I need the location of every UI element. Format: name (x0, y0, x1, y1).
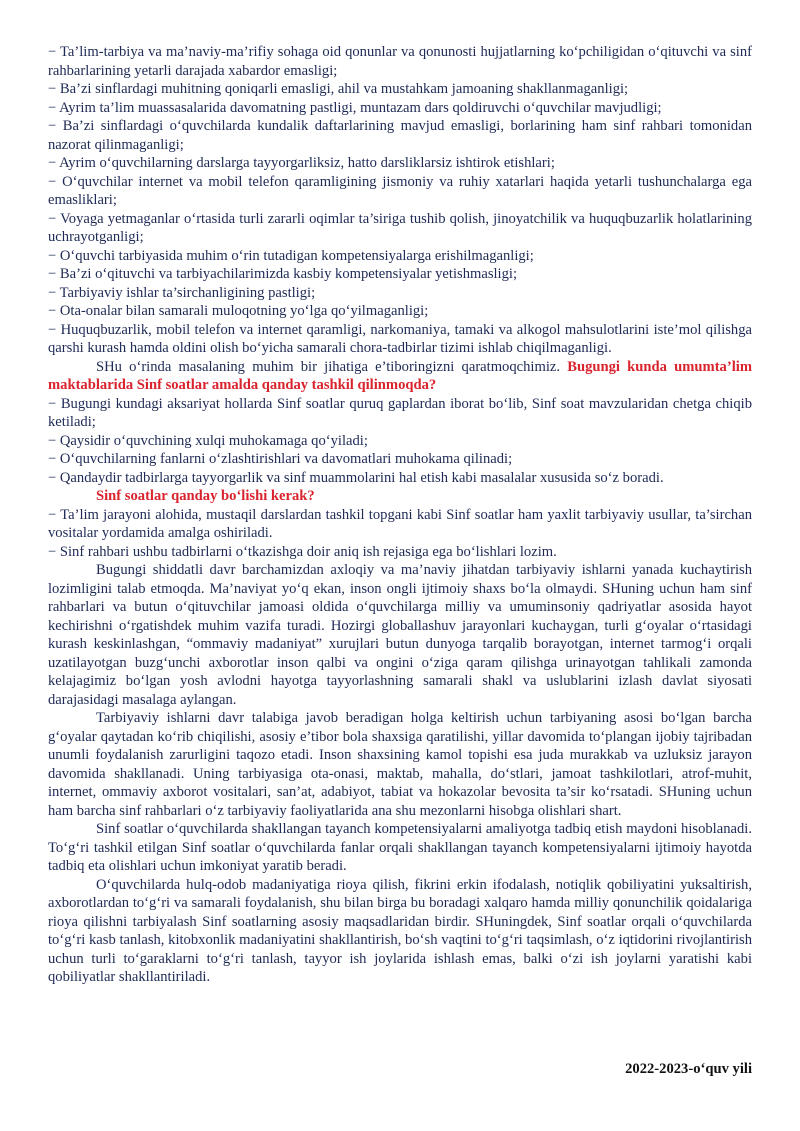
list-item: − Ba’zi sinflardagi o‘quvchilarda kundalik daftarlarining mavjud emasligi, borlarining ham sinf rahbari tomonidan nazorat qilinmaganligi; (48, 118, 752, 153)
list-item: − Ba’zi o‘qituvchi va tarbiyachilarimizda kasbiy kompetensiyalar yetishmasligi; (48, 266, 518, 282)
list-item: − Ayrim ta’lim muassasalarida davomatning pastligi, muntazam dars qoldiruvchi o‘quvchilar mavjudligi; (48, 99, 662, 116)
list-item: − Ba’zi sinflardagi muhitning qoniqarli emasligi, ahil va mustahkam jamoaning shakllanmaganligi; (48, 81, 629, 97)
body-paragraph: Tarbiyaviy ishlarni davr talabiga javob beradigan holga keltirish uchun tarbiyaning asosi bo‘lgan barcha g‘oyalar qaytadan ko‘rib chiqilishi, asosiy e’tibor bola shaxsiga qaratilishi, yillar davomida to‘plangan ijobiy tajribadan unumli foydalanish zarurligini taqozo etadi. Inson shaxsining kamol topishi esa juda murakkab va uzluksiz jarayon davomida shakllanadi. Uning tarbiyasiga ota-onasi, maktab, mahalla, do‘stlari, jamoat tashkilotlari, atrof-muhit, internet, ommaviy axborot vositalari, san’at, adabiyot, tabiat va hokazolar bevosita ta’sir ko‘rsatadi. SHuning uchun ham barcha sinf rahbarlari o‘z tarbiyaviy faoliyatlarida ana shu mezonlarni hisobga olishlari shart. (48, 710, 752, 819)
list-item: − Ota-onalar bilan samarali muloqotning yo‘lga qo‘yilmaganligi; (48, 303, 429, 319)
document-body (48, 43, 752, 987)
body-paragraph: O‘quvchilarda hulq-odob madaniyatiga rioya qilish, fikrini erkin ifodalash, notiqlik qobiliyatini yuksaltirish, axborotlardan to‘g‘ri va samarali foydalanish, shu bilan birga bu boradagi xalqaro hamda milliy qonunchilik qoidalariga rioya qilishni tarbiyalash Sinf soatlarning asosiy maqsadlaridan birdir. SHuningdek, Sinf soatlar orqali o‘quvchilarda to‘g‘ri kasb tanlash, kitobxonlik madaniyatini shakllantirish, bo‘sh vaqtini to‘g‘ri taqsimlash, o‘z iqtidorini rivojlantirish uchun turli to‘garaklarni to‘g‘ri tanlash, tayyor ish joylarida ishlash emas, balki o‘zi ish joylarni yaratishi kabi qobiliyatlar shakllantiriladi. (48, 876, 752, 985)
body-paragraph: Sinf soatlar o‘quvchilarda shakllangan tayanch kompetensiyalarni amaliyotga tadbiq etish maydoni hisoblanadi. To‘g‘ri tashkil etilgan Sinf soatlar o‘quvchilarda fanlar orqali shakllangan tayanch kompetensiyalarni ijtimoiy hayotda tadbiq eta olishlari uchun imkoniyat yaratib beradi. (48, 821, 752, 874)
attention-text: SHu o‘rinda masalaning muhim bir jihatiga e’tiboringizni qaratmoqchimiz. (96, 358, 561, 375)
section-heading-current-practice: Bugungi kunda umumta’lim maktablarida Sinf soatlar amalda qanday tashkil qilinmoqda? (48, 358, 752, 393)
list-item: − Ta’lim-tarbiya va ma’naviy-ma’rifiy sohaga oid qonunlar va qonunosti hujjatlarning ko‘pchiligidan o‘qituvchi va sinf rahbarlarining yetarli darajada xabardor emasligi; (48, 44, 752, 79)
list-item: − Qaysidir o‘quvchining xulqi muhokamaga qo‘yiladi; (48, 432, 368, 449)
list-item: − Bugungi kundagi aksariyat hollarda Sinf soatlar quruq gaplardan iborat bo‘lib, Sinf soat mavzularidan chetga chiqib ketiladi; (48, 395, 752, 430)
list-item: − Huquqbuzarlik, mobil telefon va internet qaramligi, narkomaniya, tamaki va alkogol mahsulotlarini iste’mol qilishga qarshi kurash hamda oldini olish bo‘yicha samarali chora-tadbirlar tizimi ishlab chiqilmaganligi. (48, 321, 752, 356)
list-item: − O‘quvchi tarbiyasida muhim o‘rin tutadigan kompetensiyalarga erishilmaganligi; (48, 247, 534, 264)
list-item: − Voyaga yetmaganlar o‘rtasida turli zararli oqimlar ta’siriga tushib qolish, jinoyatchilik va huquqbuzarlik holatlarining uchrayotganligi; (48, 210, 752, 245)
list-item: − O‘quvchilarning fanlarni o‘zlashtirishlari va davomatlari muhokama qilinadi; (48, 451, 513, 467)
list-item: − O‘quvchilar internet va mobil telefon qaramligining jismoniy va ruhiy xatarlari haqida yetarli tushunchalarga ega emasliklari; (48, 173, 752, 208)
attention-paragraph (48, 358, 752, 395)
list-item: − Ta’lim jarayoni alohida, mustaqil darslardan tashkil topgani kabi Sinf soatlar ham yaxlit tarbiyaviy usullar, ta’sirchan vositalar yordamida amalga oshiriladi. (48, 506, 752, 541)
list-item: − Qandaydir tadbirlarga tayyorgarlik va sinf muammolarini hal etish kabi masalalar xususida so‘z boradi. (48, 469, 664, 486)
list-item: − Tarbiyaviy ishlar ta’sirchanligining pastligi; (48, 284, 316, 301)
section-heading-how-it-should-be: Sinf soatlar qanday bo‘lishi kerak? (96, 488, 315, 504)
body-paragraph: Bugungi shiddatli davr barchamizdan axloqiy va ma’naviy jihatdan tarbiyaviy ishlarni yanada kuchaytirish lozimligini talab etmoqda. Ma’naviyat yo‘q ekan, inson ongli ijtimoiy shaxs bo‘la olmaydi. SHuning uchun ham sinf rahbarlari va butun o‘qituvchilar jamoasi oldida o‘quvchilarga milliy va umuminsoniy qadriyatlar asosida hayot kechirishni o‘rgatishdek muhim vazifa turadi. Hozirgi globallashuv jarayonlari kuchaygan, turli g‘oyalar o‘rtasidagi kurash keskinlashgan, “ommaviy madaniyat” xurujlari butun dunyoga tarqalib borayotgan, internet tarmog‘i orqali uzatilayotgan buzg‘unchi axborotlar inson qalbi va ongini o‘ziga qaram qilishga urinayotgan tahlikali zamonda kelajagimiz bo‘lgan yosh avlodni hayotga tayyorlashning samarali shakl va uslublarini izlash davlat siyosati darajasidagi masalaga aylangan. (48, 562, 752, 708)
list-item: − Ayrim o‘quvchilarning darslarga tayyorgarliksiz, hatto darsliklarsiz ishtirok etishlari; (48, 155, 555, 171)
footer-academic-year: 2022-2023-o‘quv yili (625, 1061, 752, 1077)
list-item: − Sinf rahbari ushbu tadbirlarni o‘tkazishga doir aniq ish rejasiga ega bo‘lishlari lozim. (48, 543, 557, 560)
